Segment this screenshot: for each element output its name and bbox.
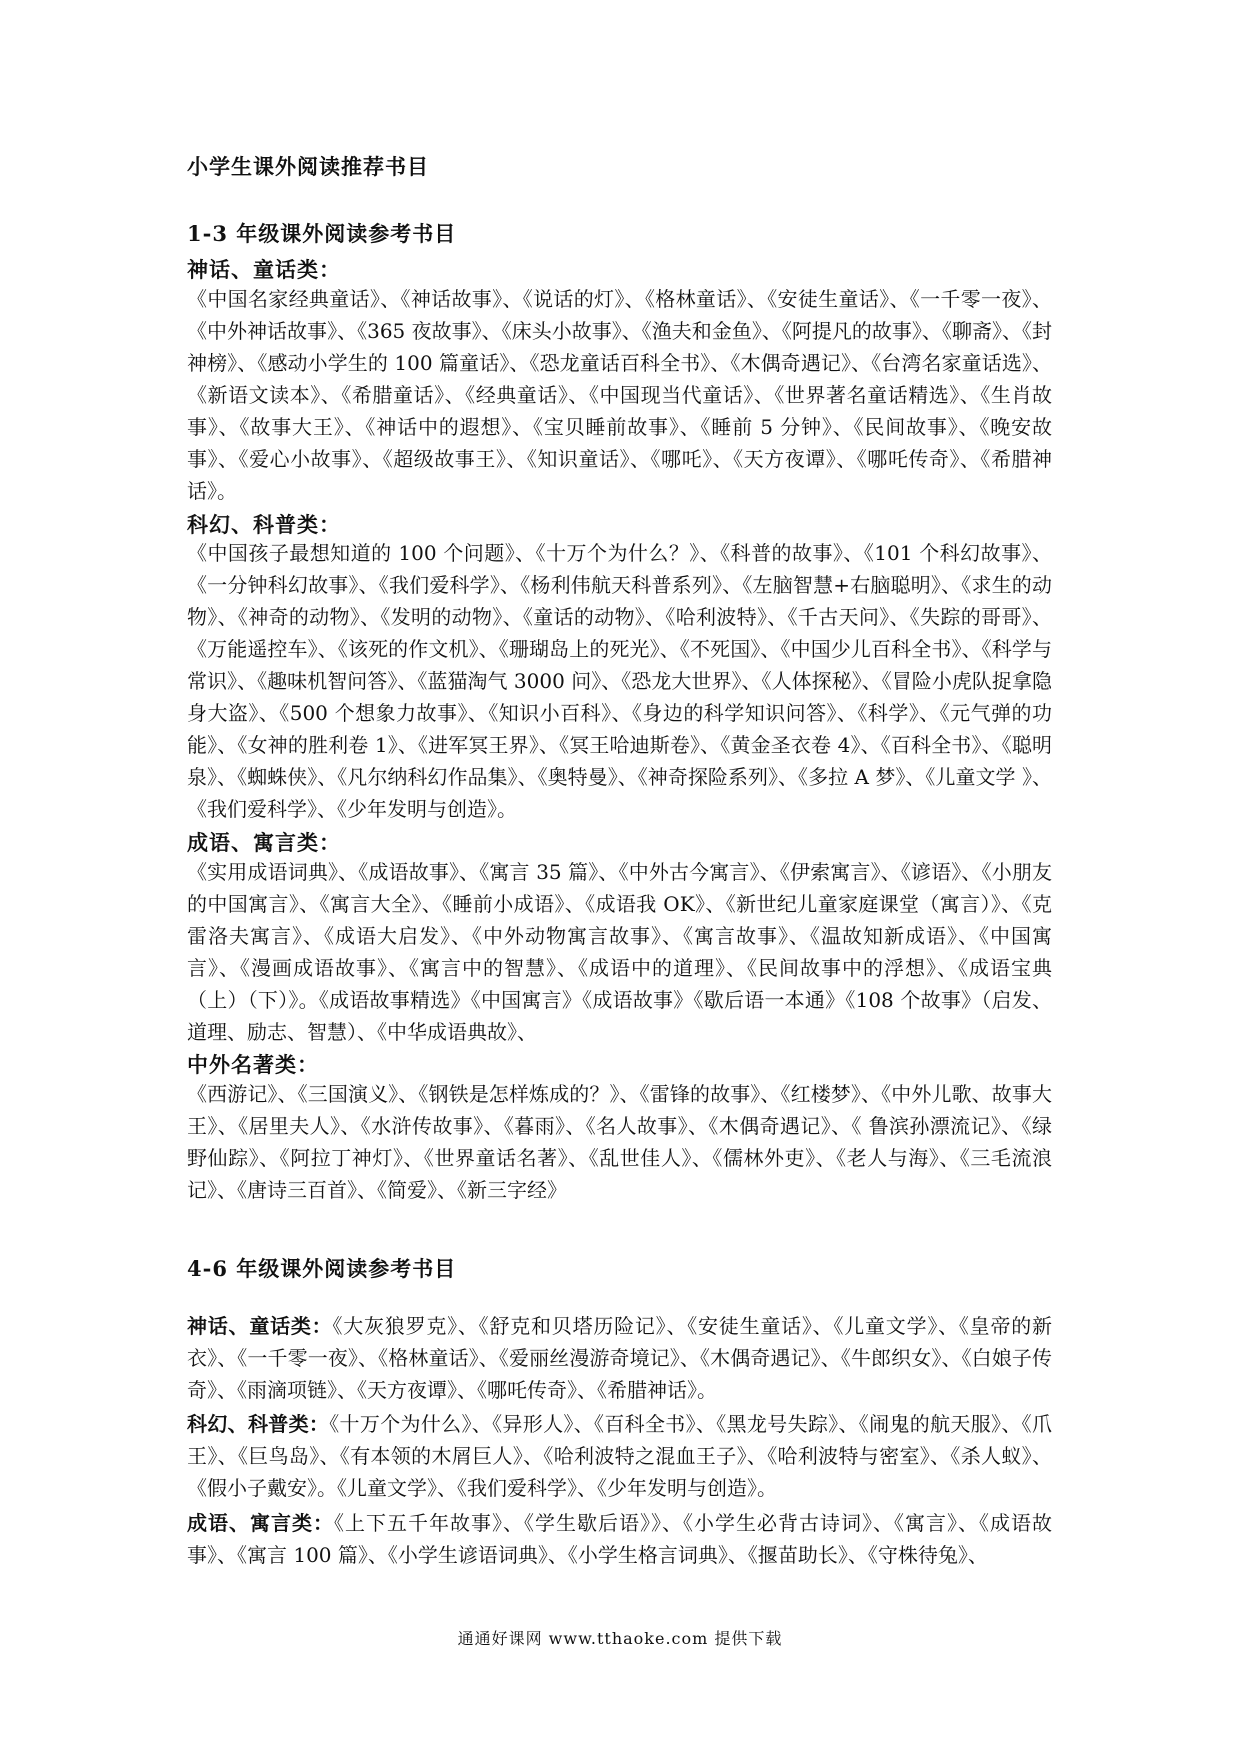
document-title: 小学生课外阅读推荐书目: [187, 154, 429, 179]
book-list-paragraph: 《中国孩子最想知道的 100 个问题》、《十万个为什么？》、《科普的故事》、《101 个科幻故事》、《一分钟科幻故事》、《我们爱科学》、《杨利伟航天科普系列》、《左脑智慧+右脑聪明》、《求生的动物》、《神奇的动物》、《发明的动物》、《童话的动物》、《哈利波特》、《千古天问》、《失踪的哥哥》、《万能遥控车》、《该死的作文机》、《珊瑚岛上的死光》、《不死国》、《中国少儿百科全书》、《科学与常识》、《趣味机智问答》、《蓝猫淘气 3000 问》、《恐龙大世界》、《人体探秘》、《冒险小虎队捉拿隐身大盗》、《500 个想象力故事》、《知识小百科》、《身边的科学知识问答》、《科学》、《元气弹的功能》、《女神的胜利卷 1》、《进军冥王界》、《冥王哈迪斯卷》、《黄金圣衣卷 4》、《百科全书》、《聪明泉》、《蜘蛛侠》、《凡尔纳科幻作品集》、《奥特曼》、《神奇探险系列》、《多拉 A 梦》、《儿童文学 》、《我们爱科学》、《少年发明与创造》。: [187, 541, 1052, 821]
category-heading: 成语、寓言类：: [187, 1511, 334, 1535]
section-title-grades-1-3: 1-3 年级课外阅读参考书目: [187, 221, 457, 246]
category-heading: 中外名著类：: [187, 1052, 319, 1077]
category-heading: 神话、童话类：: [187, 1314, 333, 1338]
category-heading: 成语、寓言类：: [187, 830, 341, 855]
book-list-paragraph: 《西游记》、《三国演义》、《钢铁是怎样炼成的？》、《雷锋的故事》、《红楼梦》、《中外儿歌、故事大王》、《居里夫人》、《水浒传故事》、《暮雨》、《名人故事》、《木偶奇遇记》、《 鲁滨孙漂流记》、《绿野仙踪》、《阿拉丁神灯》、《世界童话名著》、《乱世佳人》、《儒林外吏》、《老人与海》、《三毛流浪记》、《唐诗三百首》、《简爱》、《新三字经》: [187, 1082, 1052, 1202]
category-heading: 神话、童话类：: [187, 257, 341, 282]
page-footer: 通通好课网 www.tthaoke.com 提供下载: [457, 1629, 783, 1648]
book-list-paragraph: [187, 1408, 1052, 1504]
book-list-paragraph: 《中国名家经典童话》、《神话故事》、《说话的灯》、《格林童话》、《安徒生童话》、《一千零一夜》、《中外神话故事》、《365 夜故事》、《床头小故事》、《渔夫和金鱼》、《阿提凡的故事》、《聊斋》、《封神榜》、《感动小学生的 100 篇童话》、《恐龙童话百科全书》、《木偶奇遇记》、《台湾名家童话选》、《新语文读本》、《希腊童话》、《经典童话》、《中国现当代童话》、《世界著名童话精选》、《生肖故事》、《故事大王》、《神话中的遐想》、《宝贝睡前故事》、《睡前 5 分钟》、《民间故事》、《晚安故事》、《爱心小故事》、《超级故事王》、《知识童话》、《哪吒》、《天方夜谭》、《哪吒传奇》、《希腊神话》。: [187, 287, 1052, 503]
category-heading: 科幻、科普类：: [187, 1412, 330, 1436]
book-list-text: 《上下五千年故事》、《学生歇后语》》、《小学生必背古诗词》、《寓言》、《成语故事》、《寓言 100 篇》、《小学生谚语词典》、《小学生格言词典》、《揠苗助长》、《守株待兔》、: [187, 1511, 1052, 1567]
category-heading: 科幻、科普类：: [187, 512, 341, 537]
book-list-text: 《十万个为什么》、《异形人》、《百科全书》、《黑龙号失踪》、《闹鬼的航天服》、《爪王》、《巨鸟岛》、《有本领的木屑巨人》、《哈利波特之混血王子》、《哈利波特与密室》、《杀人蚁》、《假小子戴安》。《儿童文学》、《我们爱科学》、《少年发明与创造》。: [187, 1412, 1052, 1500]
book-list-paragraph: [187, 1507, 1052, 1571]
section-title-grades-4-6: 4-6 年级课外阅读参考书目: [187, 1256, 457, 1281]
book-list-text: 《大灰狼罗克》、《舒克和贝塔历险记》、《安徒生童话》、《儿童文学》、《皇帝的新衣》、《一千零一夜》、《格林童话》、《爱丽丝漫游奇境记》、《木偶奇遇记》、《牛郎织女》、《白娘子传奇》、《雨滴项链》、《天方夜谭》、《哪吒传奇》、《希腊神话》。: [187, 1314, 1053, 1402]
book-list-paragraph: 《实用成语词典》、《成语故事》、《寓言 35 篇》、《中外古今寓言》、《伊索寓言》、《谚语》、《小朋友的中国寓言》、《寓言大全》、《睡前小成语》、《成语我 OK》、《新世纪儿童家庭课堂（寓言）》、《克雷洛夫寓言》、《成语大启发》、《中外动物寓言故事》、《寓言故事》、《温故知新成语》、《中国寓言》、《漫画成语故事》、《寓言中的智慧》、《成语中的道理》、《民间故事中的浮想》、《成语宝典（上）（下）》。《成语故事精选》《中国寓言》《成语故事》《歇后语一本通》《108 个故事》（启发、道理、励志、智慧）、《中华成语典故》、: [187, 860, 1052, 1044]
book-list-paragraph: [187, 1310, 1052, 1406]
